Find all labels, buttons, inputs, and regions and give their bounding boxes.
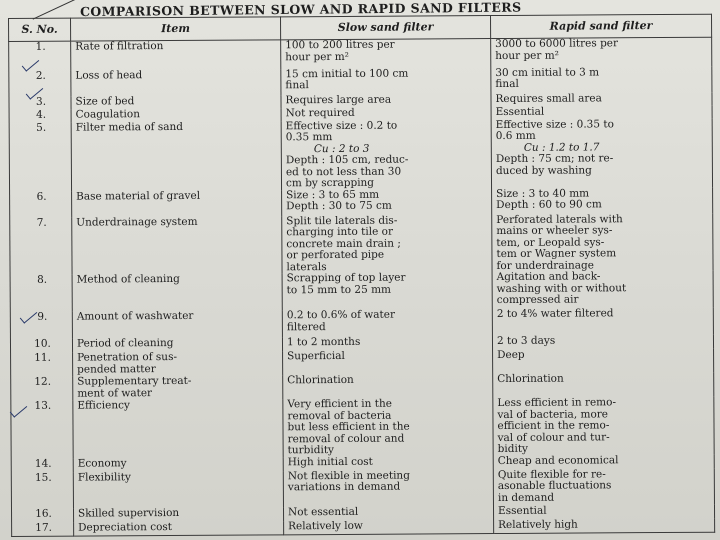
cell-text: 13. <box>34 399 52 412</box>
cell-item <box>74 521 284 536</box>
cell-text: 10. <box>34 337 51 350</box>
cell-text: pended matter <box>77 362 156 376</box>
cell-text: Effective size : 0.2 to <box>285 119 398 132</box>
comparison-table <box>8 14 715 537</box>
cell-text: final <box>495 77 519 91</box>
cell-text: removal of bacteria <box>287 409 392 422</box>
cell-text: asonable fluctuations <box>497 479 612 493</box>
cell-text: turbidity <box>287 444 334 457</box>
cell-text: concrete main drain ; <box>286 237 401 250</box>
cell-text: 100 to 200 litres per <box>285 38 395 52</box>
cell-text: in demand <box>497 491 555 504</box>
cell-text: tem, or Leopald sys- <box>496 235 605 249</box>
cell-slow-sand-filter <box>283 506 493 521</box>
cell-text: Loss of head <box>75 68 143 82</box>
cell-text: efficient in the remo- <box>497 419 610 433</box>
cell-sno <box>9 41 71 70</box>
cell-item <box>72 216 282 275</box>
cell-text: Not flexible in meeting <box>287 469 410 482</box>
cell-sno <box>10 217 72 275</box>
cell-sno <box>11 353 73 377</box>
cell-text: Chlorination <box>287 373 354 387</box>
cell-item <box>73 399 283 458</box>
cell-text: 16. <box>35 507 52 520</box>
cell-text: Base material of gravel <box>76 189 201 203</box>
cell-rapid-sand-filter <box>492 335 713 350</box>
cell-text: Depth : 30 to 75 cm <box>286 199 392 213</box>
cell-sno <box>9 70 71 96</box>
cell-text: 9. <box>37 310 48 323</box>
cell-text: Less efficient in remo- <box>497 396 617 410</box>
cell-sno <box>9 122 71 191</box>
cell-rapid-sand-filter <box>492 187 713 214</box>
cell-item <box>72 310 282 338</box>
cell-text: 4. <box>36 108 47 121</box>
cell-slow-sand-filter <box>283 398 493 457</box>
cell-text: High initial cost <box>287 455 373 468</box>
header-sno: S. No. <box>9 18 71 41</box>
cell-text: 6. <box>36 190 47 203</box>
cell-text: bidity <box>497 442 528 456</box>
cell-text: filtered <box>286 320 326 333</box>
cell-text: removal of colour and <box>287 432 405 445</box>
cell-slow-sand-filter <box>281 94 491 108</box>
cell-text: 17. <box>35 521 52 534</box>
cell-text: Effective size : 0.35 to <box>495 117 614 131</box>
cell-rapid-sand-filter <box>491 66 712 93</box>
cell-text: 12. <box>34 375 52 388</box>
cell-item <box>71 121 281 191</box>
cell-slow-sand-filter <box>282 272 492 310</box>
cell-rapid-sand-filter <box>491 118 712 188</box>
cell-rapid-sand-filter <box>492 271 713 309</box>
cell-text: Rate of filtration <box>75 40 164 53</box>
cell-text: laterals <box>286 260 327 273</box>
cell-slow-sand-filter <box>284 520 494 535</box>
cell-text: compressed air <box>496 293 579 307</box>
cell-text: Depreciation cost <box>78 520 173 534</box>
cell-item <box>73 375 283 400</box>
cell-rapid-sand-filter <box>492 308 713 336</box>
cell-text: Chlorination <box>497 372 564 386</box>
cell-item <box>73 507 283 522</box>
cell-text: Cu : 1.2 to 1.7 <box>523 140 600 154</box>
cell-text: Penetration of sus- <box>77 350 178 364</box>
cell-rapid-sand-filter <box>493 373 714 398</box>
cell-item <box>71 69 281 96</box>
cell-text: to 15 mm to 25 mm <box>286 283 392 296</box>
cell-text: Skilled supervision <box>77 506 180 520</box>
cell-text: 7. <box>36 216 47 229</box>
cell-rapid-sand-filter <box>491 37 712 67</box>
cell-sno <box>10 275 72 312</box>
cell-text: Perforated laterals with <box>496 212 623 226</box>
cell-sno <box>11 377 73 401</box>
cell-slow-sand-filter <box>282 215 492 274</box>
cell-text: ed to not less than 30 <box>285 165 402 178</box>
cell-text: 0.35 mm <box>285 131 333 144</box>
cell-text: 1 to 2 months <box>286 335 361 349</box>
cell-text: Economy <box>77 456 127 470</box>
cell-text: charging into tile or <box>286 225 394 239</box>
cell-text: 11. <box>34 351 51 364</box>
cell-slow-sand-filter <box>282 309 492 337</box>
cell-text: Requires large area <box>285 93 392 106</box>
cell-text: Deep <box>497 348 525 362</box>
cell-text: Depth : 60 to 90 cm <box>496 198 602 212</box>
cell-text: hour per m² <box>495 49 559 62</box>
cell-text: Essential <box>495 105 545 118</box>
cell-slow-sand-filter <box>283 470 493 507</box>
cell-text: or perforated pipe <box>286 248 385 262</box>
cell-text: ment of water <box>77 386 153 400</box>
cell-text: 3000 to 6000 litres per <box>495 37 619 51</box>
cell-text: for underdrainage <box>496 258 594 272</box>
cell-text: val of colour and tur- <box>497 430 610 444</box>
table-row <box>9 118 712 191</box>
page-heading: COMPARISON BETWEEN SLOW AND RAPID SAND FILTERS <box>79 0 522 20</box>
cell-text: 0.6 mm <box>495 129 536 143</box>
cell-item <box>72 337 282 352</box>
cell-text: but less efficient in the <box>287 420 410 434</box>
cell-text: Filter media of sand <box>75 120 184 134</box>
cell-item <box>71 95 281 109</box>
cell-rapid-sand-filter <box>492 213 713 272</box>
cell-text: 2. <box>35 69 46 82</box>
cell-text: Superficial <box>287 349 345 363</box>
cell-text: 1. <box>35 40 46 53</box>
cell-sno <box>11 458 73 472</box>
cell-text: Essential <box>497 504 547 517</box>
cell-sno <box>9 109 71 122</box>
cell-text: Relatively low <box>288 519 363 532</box>
header-slow-sand-filter: Slow sand filter <box>280 16 490 40</box>
cell-text: 2 to 4% water filtered <box>496 307 614 321</box>
cell-text: cm by scrapping <box>285 176 375 190</box>
cell-rapid-sand-filter <box>493 349 714 374</box>
cell-item <box>73 457 283 472</box>
cell-text: Not required <box>285 106 355 119</box>
cell-text: Method of cleaning <box>76 272 180 286</box>
header-rapid-sand-filter: Rapid sand filter <box>490 14 711 38</box>
cell-text: Efficiency <box>77 399 130 412</box>
cell-text: Size : 3 to 40 mm <box>496 186 590 200</box>
header-item: Item <box>71 17 281 41</box>
cell-text: 2 to 3 days <box>496 334 556 348</box>
cell-slow-sand-filter <box>281 120 491 190</box>
cell-text: 8. <box>37 273 48 286</box>
cell-slow-sand-filter <box>282 189 492 216</box>
cell-text: Amount of washwater <box>76 309 194 323</box>
cell-text: 0.2 to 0.6% of water <box>286 308 396 322</box>
cell-text: duced by washing <box>495 163 592 177</box>
cell-text: final <box>285 79 309 92</box>
cell-text: Agitation and back- <box>496 270 601 284</box>
cell-text: Size : 3 to 65 mm <box>286 188 380 201</box>
table-row <box>11 397 714 459</box>
cell-sno <box>9 96 71 109</box>
cell-text: Supplementary treat- <box>77 374 192 388</box>
cell-text: Scrapping of top layer <box>286 271 406 285</box>
cell-slow-sand-filter <box>281 39 491 69</box>
cell-text: Quite flexible for re- <box>497 467 606 481</box>
table-row <box>12 518 715 536</box>
cell-slow-sand-filter <box>282 336 492 351</box>
cell-text: Requires small area <box>495 91 602 105</box>
cell-text: Not essential <box>287 505 359 518</box>
cell-rapid-sand-filter <box>491 92 712 106</box>
cell-text: mains or wheeler sys- <box>496 224 613 238</box>
cell-text: 15. <box>34 471 52 484</box>
cell-slow-sand-filter <box>283 374 493 399</box>
table-row <box>9 37 712 70</box>
cell-sno <box>11 472 73 508</box>
cell-item <box>72 190 282 217</box>
cell-text: Very efficient in the <box>287 397 392 411</box>
cell-text: Split tile laterals dis- <box>286 214 398 227</box>
cell-text: Depth : 105 cm, reduc- <box>285 153 409 167</box>
cell-text: Cu : 2 to 3 <box>313 142 370 155</box>
cell-item <box>72 273 282 311</box>
table-row <box>11 468 714 508</box>
cell-text: 30 cm initial to 3 m <box>495 65 600 79</box>
cell-sno <box>11 508 73 522</box>
table-row <box>10 308 713 339</box>
cell-rapid-sand-filter <box>493 504 714 519</box>
cell-text: Coagulation <box>75 107 141 121</box>
cell-text: variations in demand <box>287 480 401 494</box>
table-row <box>10 271 713 312</box>
cell-text: Flexibility <box>77 470 131 484</box>
cell-text: tem or Wagner system <box>496 247 617 261</box>
cell-item <box>71 108 281 122</box>
cell-sno <box>10 312 72 339</box>
cell-rapid-sand-filter <box>493 397 714 456</box>
cell-text: 15 cm initial to 100 cm <box>285 67 409 80</box>
cell-text: Underdrainage system <box>76 215 198 229</box>
cell-sno <box>10 191 72 217</box>
cell-text: Period of cleaning <box>76 336 174 350</box>
cell-text: val of bacteria, more <box>497 407 609 421</box>
cell-text: Depth : 75 cm; not re- <box>495 152 614 166</box>
cell-text: Relatively high <box>498 518 578 531</box>
cell-rapid-sand-filter <box>493 468 714 505</box>
cell-text: hour per m² <box>285 50 349 63</box>
cell-sno <box>12 522 74 536</box>
cell-slow-sand-filter <box>281 68 491 95</box>
cell-item <box>73 351 283 376</box>
cell-text: Size of bed <box>75 94 135 108</box>
cell-text: 14. <box>34 457 52 470</box>
table-row <box>10 213 713 275</box>
cell-text: washing with or without <box>496 281 627 295</box>
cell-slow-sand-filter <box>283 350 493 375</box>
cell-text: 5. <box>36 121 47 134</box>
cell-text: Cheap and economical <box>497 453 619 467</box>
cell-text: 3. <box>35 95 47 108</box>
cell-item <box>73 471 283 508</box>
cell-rapid-sand-filter <box>493 454 714 469</box>
cell-item <box>71 40 281 70</box>
cell-rapid-sand-filter <box>494 518 715 533</box>
cell-slow-sand-filter <box>283 456 493 471</box>
